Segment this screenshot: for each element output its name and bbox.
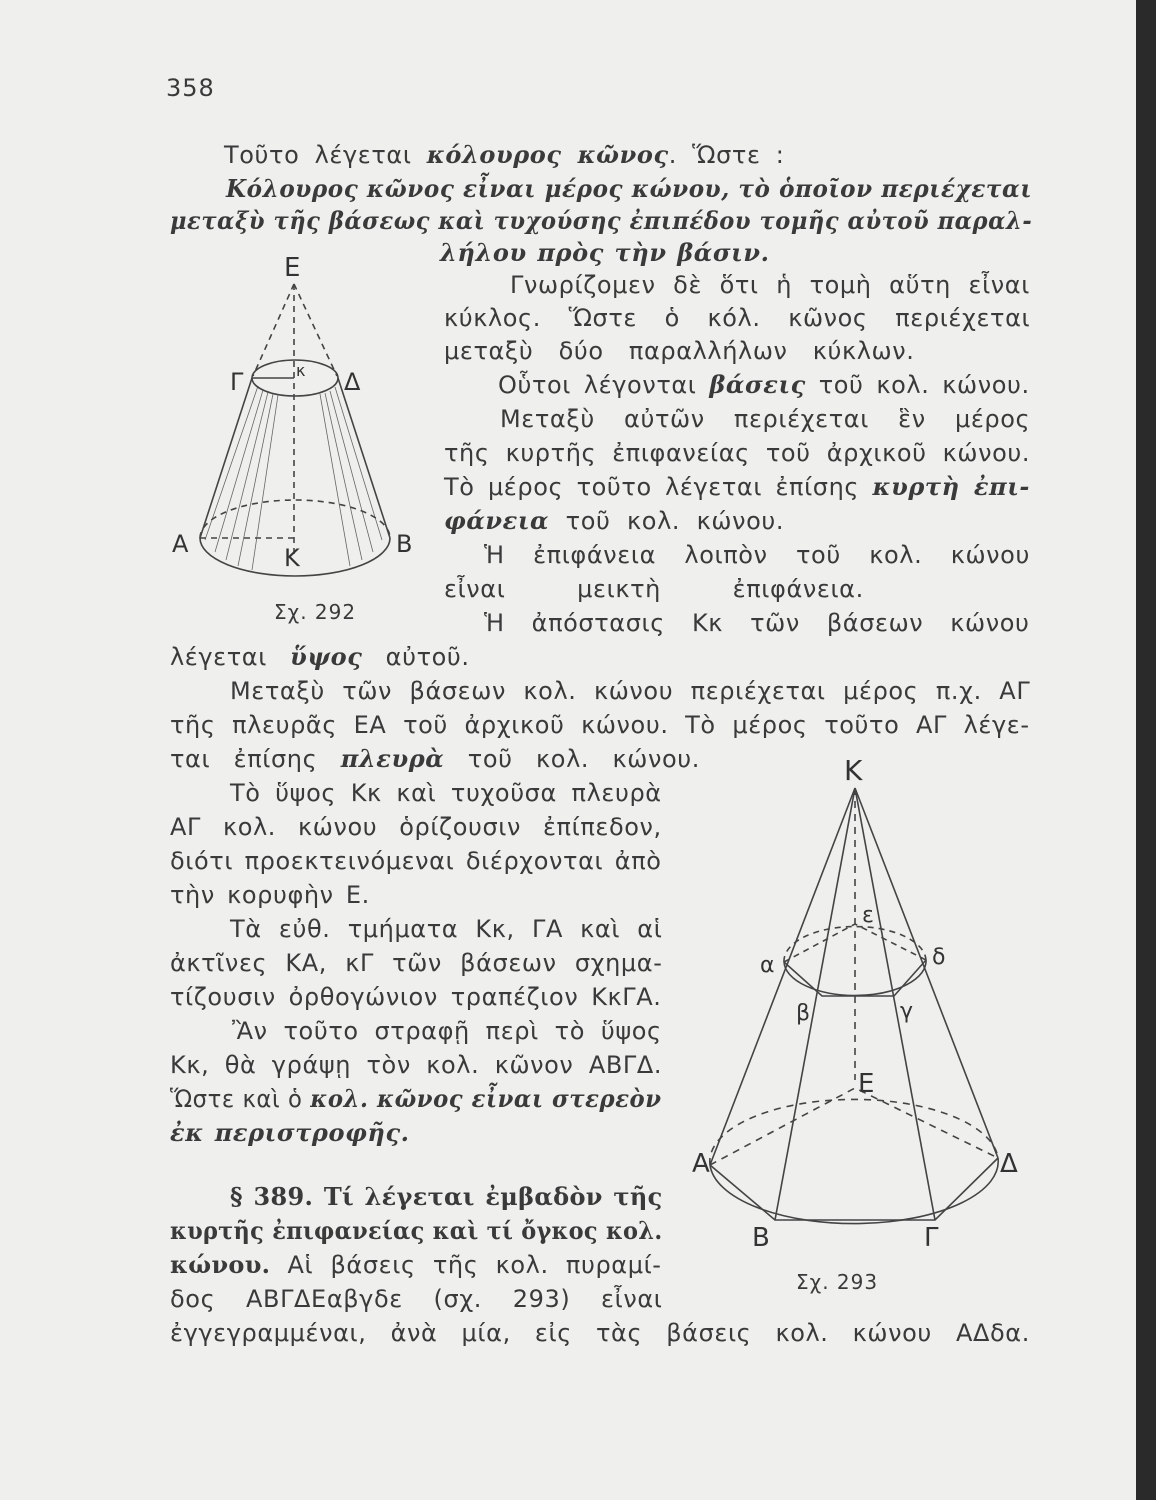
text-line [170,982,662,1012]
text-line [444,438,1030,468]
text-line [230,1182,662,1212]
label-b: β [796,1001,811,1026]
label-E: Ε [284,253,301,283]
text-line [232,1016,662,1046]
text-line [498,370,1030,400]
text-span: εἶναι μεικτὴ ἐπιφάνεια. [444,575,864,603]
label-g: γ [900,999,914,1024]
page-edge-shadow [1136,0,1156,1500]
text-span: Τὸ ὕψος Κκ καὶ τυχοῦσα πλευρὰ [230,779,662,807]
text-line [444,506,784,536]
text-span: Τὰ εὐθ. τμήματα Κκ, ΓΑ καὶ αἱ [230,915,663,943]
emphasis-span: κόλουρος κῶνος [426,140,669,169]
text-span: Ὥστε καὶ ὁ [170,1085,311,1113]
text-span: Μεταξὺ αὐτῶν περιέχεται ἓν μέρος [500,405,1031,433]
emphasis-span: ἐκ περιστροφῆς. [170,1118,410,1147]
emphasis-span: κυρτὴ ἐπι- [872,472,1030,501]
text-span: Τοῦτο λέγεται [224,141,427,169]
text-span: τῆς κυρτῆς ἐπιφανείας τοῦ ἀρχικοῦ κώνου. [444,439,1031,467]
text-line [224,140,784,170]
text-line [230,778,662,808]
text-span: αὐτοῦ. [362,643,470,671]
text-span: ἀκτῖνες ΚΑ, κΓ τῶν βάσεων σχημα- [170,949,663,977]
emphasis-span: κολ. κῶνος εἶναι στερεὸν [310,1084,662,1113]
label-d: δ [932,945,946,970]
text-span: ἐγγεγραμμέναι, ἀνὰ μία, εἰς τὰς βάσεις κολ. κώνου ΑΔδα. [170,1319,1030,1347]
text-span: Ἡ ἐπιφάνεια λοιπὸν τοῦ κολ. κώνου [484,541,1030,569]
text-span: . Ὥστε : [668,141,785,169]
heading-span: κυρτῆς ἐπιφανείας καὶ τί ὄγκος κολ. [170,1216,663,1245]
text-span: Μεταξὺ τῶν βάσεων κολ. κώνου περιέχεται μέρος π.χ. ΑΓ [230,677,1031,705]
side-edge-right [338,378,390,538]
label-k: κ [296,361,306,380]
emphasis-span: πλευρὰ [340,744,445,773]
cone-side-left [710,788,855,1165]
text-line [444,574,864,604]
edge-to-B [775,788,855,1220]
label-e: ε [862,903,874,928]
text-span: ΑΓ κολ. κώνου ὁρίζουσιν ἐπίπεδον, [170,813,662,841]
text-line [170,948,662,978]
top-polygon-front [784,960,926,996]
bottom-ellipse-front [710,1158,998,1224]
label-K: Κ [284,544,300,572]
edge-to-G [855,788,935,1220]
figure-292 [160,240,430,600]
text-line [170,812,662,842]
bottom-ellipse-back [710,1099,998,1165]
label-D: Δ [344,368,361,396]
label-A: Α [692,1149,710,1179]
text-span: τὴν κορυφὴν Ε. [170,881,370,909]
text-line [170,642,470,672]
emphasis-span: λήλου πρὸς τὴν βάσιν. [440,238,770,267]
label-B: Β [752,1223,770,1253]
emphasis-span: Κόλουρος κῶνος εἶναι μέρος κώνου, τὸ ὁποῖον περιέχεται [226,174,1033,203]
text-line [170,1216,662,1246]
text-line [444,472,1030,502]
text-span: τοῦ κολ. κώνου. [805,371,1030,399]
bottom-polygon-front [710,1158,998,1220]
label-E: Ε [858,1069,875,1099]
text-line [510,270,1030,300]
text-span: Αἱ βάσεις τῆς κολ. πυραμί- [270,1251,662,1279]
text-line [170,744,700,774]
text-span: ται ἐπίσης [170,745,341,773]
emphasis-span: μεταξὺ τῆς βάσεως καὶ τυχούσης ἐπιπέδου τομῆς αὐτοῦ παραλ- [170,206,1033,235]
text-line [230,676,1030,706]
text-span: τοῦ κολ. κώνου. [549,507,785,535]
text-span: Οὗτοι λέγονται [498,371,710,399]
text-line [170,880,370,910]
text-line [500,404,1030,434]
text-span: Κκ, θὰ γράψῃ τὸν κολ. κῶνον ΑΒΓΔ. [170,1051,663,1079]
heading-span: § 389. Τί λέγεται ἐμβαδὸν τῆς [230,1182,663,1211]
text-line [170,710,1030,740]
emphasis-span: ὕψος [290,642,363,671]
text-line [226,174,1032,204]
text-line [484,540,1030,570]
text-span: Ἡ ἀπόστασις Κκ τῶν βάσεων κώνου [484,609,1030,637]
text-line [170,1084,662,1114]
label-A: Α [172,530,189,558]
text-span: μεταξὺ δύο παραλλήλων κύκλων. [444,337,915,365]
text-span: τοῦ κολ. κώνου. [444,745,700,773]
emphasis-span: βάσεις [709,370,806,399]
text-line [170,1284,662,1314]
text-line [170,1318,1030,1348]
label-G: Γ [924,1223,939,1253]
text-line [444,303,1030,333]
text-span: Τὸ μέρος τοῦτο λέγεται ἐπίσης [444,473,873,501]
text-span: Γνωρίζομεν δὲ ὅτι ἡ τομὴ αὕτη εἶναι [510,271,1030,299]
text-line [170,1250,662,1280]
label-a: α [760,953,775,978]
text-span: τίζουσιν ὀρθογώνιον τραπέζιον ΚκΓΑ. [170,983,662,1011]
text-line [230,914,662,944]
text-span: τῆς πλευρᾶς ΕΑ τοῦ ἀρχικοῦ κώνου. Τὸ μέρος τοῦτο ΑΓ λέγε- [170,711,1030,739]
text-span: λέγεται [170,643,291,671]
text-span: Ἂν τοῦτο στραφῇ περὶ τὸ ὕψος [232,1017,662,1045]
label-B: Β [396,530,413,558]
figure-293-caption: Σχ. 293 [796,1270,879,1294]
text-span: δος ΑΒΓΔΕαβγδε (σχ. 293) εἶναι [170,1285,663,1313]
text-line [170,846,662,876]
label-D: Δ [1000,1149,1018,1179]
text-line [440,238,770,268]
label-G: Γ [230,368,244,396]
emphasis-span: φάνεια [444,506,550,535]
page-number: 358 [166,74,215,102]
figure-292-caption: Σχ. 292 [274,600,357,624]
label-K: Κ [844,754,863,787]
text-line [170,1050,662,1080]
text-line [170,1118,410,1148]
text-line [484,608,1030,638]
cone-side-right [855,788,998,1158]
top-polygon-back [784,924,926,962]
heading-span: κώνου. [170,1250,271,1279]
text-line [444,336,914,366]
figure-293 [680,750,1030,1270]
top-ellipse-front [784,960,926,995]
text-line [170,206,1032,236]
text-span: διότι προεκτεινόμεναι διέρχονται ἀπὸ [170,847,662,875]
text-span: κύκλος. Ὥστε ὁ κόλ. κῶνος περιέχεται [444,304,1031,332]
